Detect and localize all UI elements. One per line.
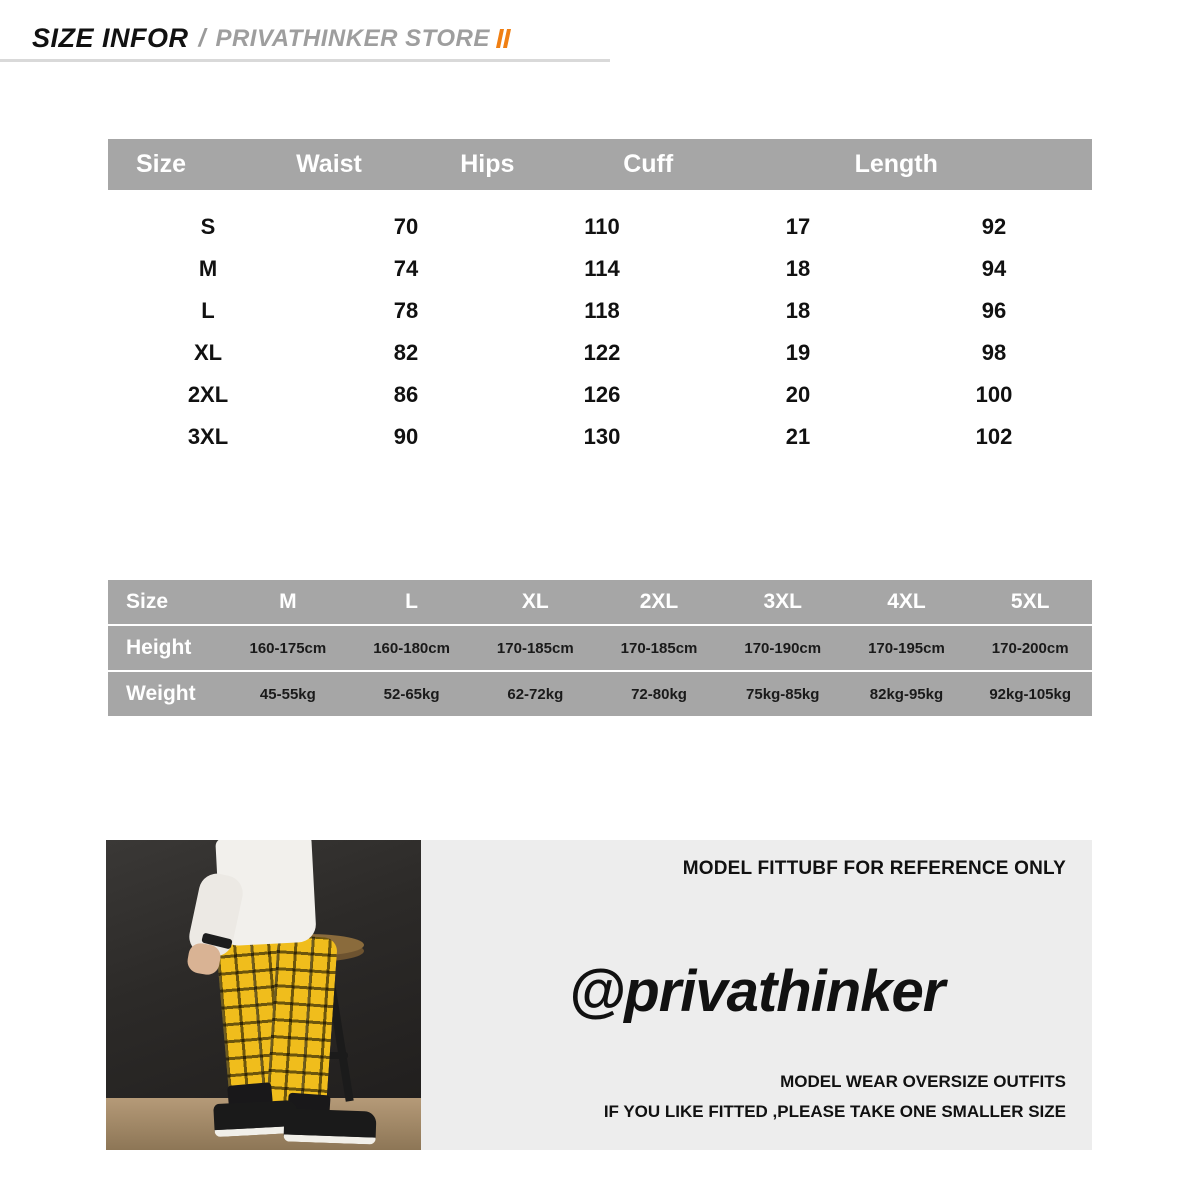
column-header-waist: Waist: [296, 150, 362, 178]
cell-cuff: 19: [785, 340, 811, 365]
table-header-row: [108, 139, 1092, 190]
weight-xl: 62-72kg: [507, 685, 564, 703]
weight-4xl: 82kg-95kg: [869, 685, 944, 703]
fit-table-header-row: [108, 580, 1092, 626]
fitted-note: IF YOU LIKE FITTED ,PLEASE TAKE ONE SMALLER SIZE: [603, 1102, 1066, 1121]
height-label: Height: [126, 636, 192, 659]
cell-waist: 74: [393, 256, 419, 281]
table-row: [108, 374, 1092, 416]
cell-cuff: 18: [785, 256, 811, 281]
fit-size-2xl: 2XL: [639, 590, 679, 613]
fit-size-3xl: 3XL: [763, 590, 802, 613]
table-row: [108, 248, 1092, 290]
header-separator: /: [198, 24, 206, 52]
height-5xl: 170-200cm: [991, 639, 1069, 657]
table-row: [108, 416, 1092, 458]
fit-size-xl: XL: [521, 590, 549, 613]
cell-length: 98: [981, 340, 1007, 365]
cell-size: M: [198, 256, 218, 281]
table-row: [108, 332, 1092, 374]
cell-hips: 110: [584, 214, 620, 239]
cell-hips: 118: [584, 298, 620, 323]
height-4xl: 170-195cm: [868, 639, 945, 657]
oversize-note: MODEL WEAR OVERSIZE OUTFITS: [780, 1072, 1066, 1091]
model-photo: [106, 840, 421, 1150]
weight-2xl: 72-80kg: [631, 685, 687, 703]
height-xl: 170-185cm: [496, 639, 574, 657]
model-fit-note: MODEL FITTUBF FOR REFERENCE ONLY: [682, 858, 1066, 879]
weight-label: Weight: [126, 682, 196, 705]
cell-cuff: 17: [785, 214, 811, 239]
cell-waist: 90: [393, 424, 419, 449]
cell-length: 92: [981, 214, 1007, 239]
height-m: 160-175cm: [249, 639, 327, 657]
cell-size: L: [201, 298, 215, 323]
weight-m: 45-55kg: [259, 685, 316, 703]
cell-size: 3XL: [187, 424, 229, 449]
cell-waist: 78: [393, 298, 419, 323]
cell-hips: 114: [584, 256, 620, 281]
cell-size: 2XL: [187, 382, 229, 407]
sneaker-right: [283, 1108, 376, 1144]
weight-l: 52-65kg: [383, 685, 440, 703]
model-reference-banner: [106, 840, 1092, 1150]
height-2xl: 170-185cm: [620, 639, 698, 657]
cell-waist: 70: [393, 214, 419, 239]
column-header-hips: Hips: [460, 150, 515, 178]
weight-3xl: 75kg-85kg: [746, 685, 820, 703]
cell-waist: 86: [393, 382, 419, 407]
page-header: [0, 18, 610, 62]
fit-size-l: L: [405, 590, 418, 613]
cell-waist: 82: [393, 340, 419, 365]
cell-cuff: 18: [785, 298, 811, 323]
fit-size-m: M: [279, 590, 297, 613]
brand-handle: @privathinker: [568, 959, 945, 1024]
cell-length: 100: [975, 382, 1013, 407]
cell-cuff: 21: [785, 424, 811, 449]
table-row: [108, 290, 1092, 332]
cell-hips: 126: [583, 382, 621, 407]
store-name: PRIVATHINKER STORE: [215, 24, 490, 52]
column-header-length: Length: [854, 150, 938, 178]
cell-length: 94: [981, 256, 1007, 281]
column-header-cuff: Cuff: [623, 150, 674, 178]
height-weight-table: [108, 580, 1092, 716]
cell-hips: 122: [583, 340, 621, 365]
table-row: [108, 206, 1092, 248]
cell-length: 102: [975, 424, 1013, 449]
column-header-size: Size: [136, 150, 187, 178]
fit-table-weight-row: [108, 672, 1092, 716]
fit-size-4xl: 4XL: [887, 590, 926, 613]
accent-bars-icon: [496, 29, 511, 48]
fit-table-height-row: [108, 626, 1092, 672]
weight-5xl: 92kg-105kg: [989, 685, 1072, 703]
cell-hips: 130: [583, 424, 621, 449]
page-title: SIZE INFOR: [32, 23, 189, 53]
plaid-pant-right: [266, 934, 338, 1110]
fit-size-5xl: 5XL: [1010, 590, 1050, 613]
height-l: 160-180cm: [373, 639, 450, 657]
cell-length: 96: [981, 298, 1007, 323]
banner-text-panel: [421, 840, 1092, 1150]
height-3xl: 170-190cm: [744, 639, 822, 657]
size-measurement-table: [108, 139, 1092, 458]
cell-size: XL: [193, 340, 223, 365]
cell-size: S: [200, 214, 216, 239]
fit-header-label: Size: [126, 590, 169, 613]
cell-cuff: 20: [785, 382, 811, 407]
